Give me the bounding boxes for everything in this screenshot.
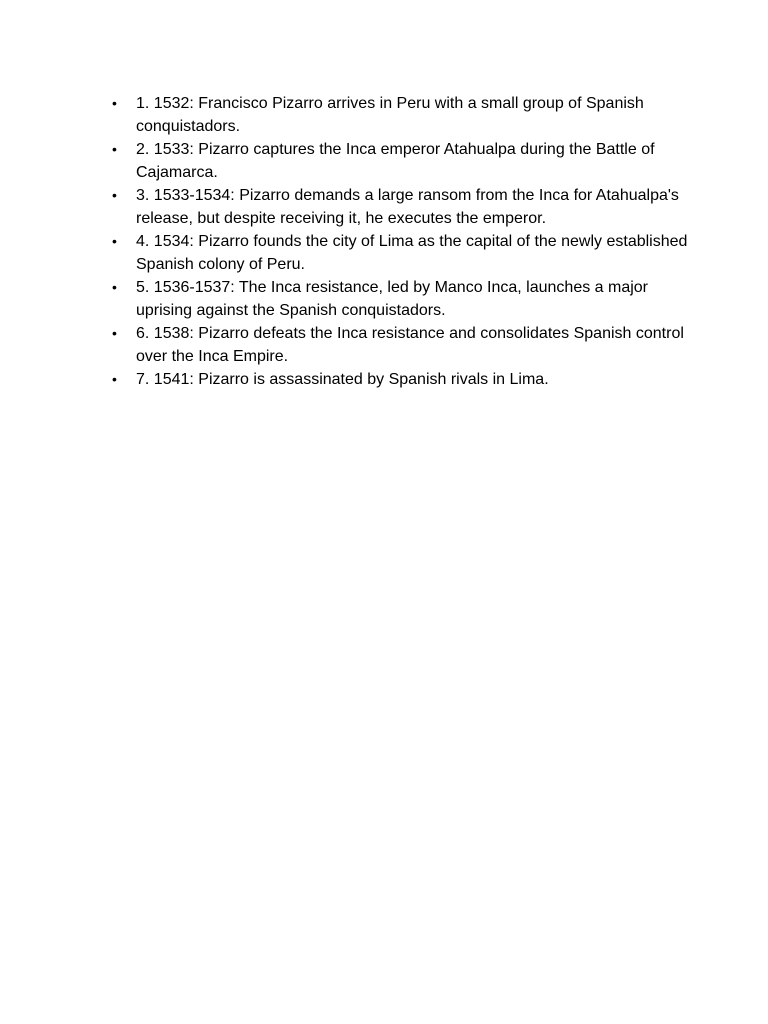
- list-item: [112, 184, 696, 230]
- list-item-text: 5. 1536-1537: The Inca resistance, led by Manco Inca, launches a major uprising against the Spanish conquistadors.: [136, 279, 649, 319]
- list-item-text: 2. 1533: Pizarro captures the Inca emperor Atahualpa during the Battle of Cajamarca.: [136, 141, 655, 181]
- bullet-icon: •: [112, 279, 117, 295]
- list-item-text: 4. 1534: Pizarro founds the city of Lima as the capital of the newly established Spanish colony of Peru.: [136, 233, 688, 273]
- bullet-icon: •: [112, 141, 117, 157]
- list-item: [112, 276, 696, 322]
- list-item-text: 6. 1538: Pizarro defeats the Inca resistance and consolidates Spanish control over the Inca Empire.: [136, 325, 684, 365]
- list-item: [112, 138, 696, 184]
- list-item-text: 7. 1541: Pizarro is assassinated by Spanish rivals in Lima.: [136, 371, 549, 388]
- list-item: [112, 92, 696, 138]
- bullet-icon: •: [112, 187, 117, 203]
- bullet-icon: •: [112, 233, 117, 249]
- list-item-text: 1. 1532: Francisco Pizarro arrives in Peru with a small group of Spanish conquistadors.: [136, 95, 644, 135]
- timeline-list: [112, 92, 696, 391]
- list-item: [112, 368, 696, 391]
- bullet-icon: •: [112, 371, 117, 387]
- bullet-icon: •: [112, 325, 117, 341]
- list-item-text: 3. 1533-1534: Pizarro demands a large ransom from the Inca for Atahualpa's release, but despite receiving it, he executes the emperor.: [136, 187, 679, 227]
- bullet-icon: •: [112, 95, 117, 111]
- list-item: [112, 322, 696, 368]
- list-item: [112, 230, 696, 276]
